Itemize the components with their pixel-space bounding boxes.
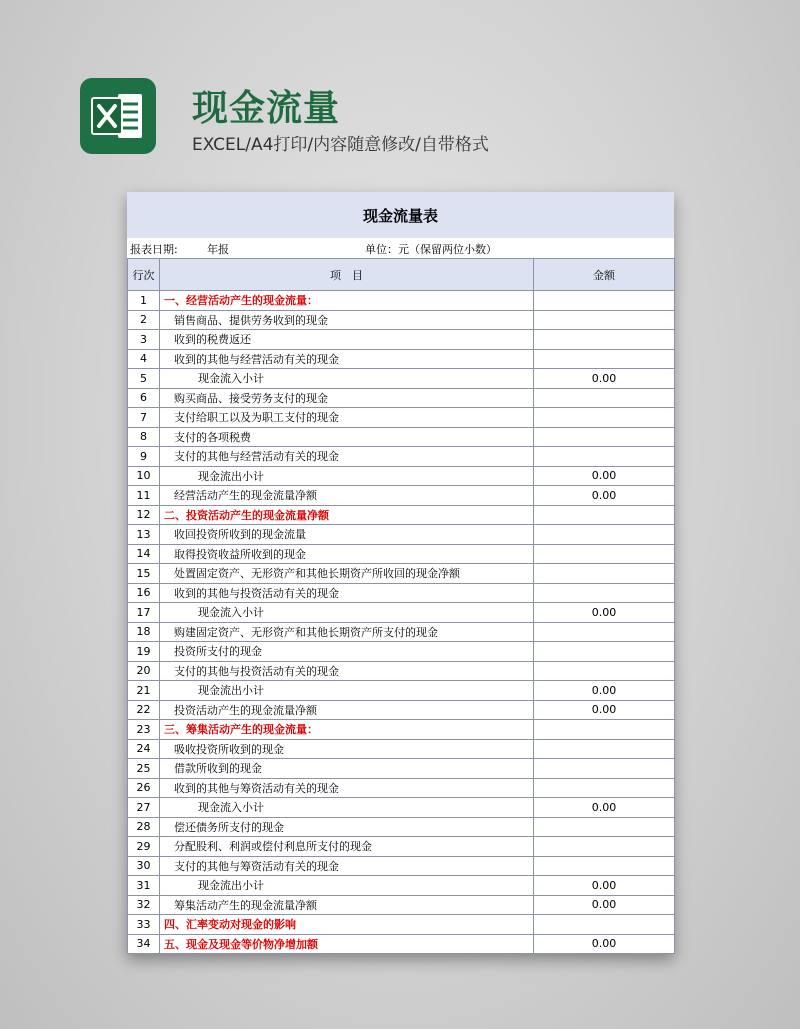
column-header-amount: 金额 [534,259,675,291]
item-cell[interactable]: 现金流入小计 [160,798,534,818]
amount-cell[interactable] [534,544,675,564]
table-row [128,876,675,896]
table-row [128,778,675,798]
table-row [128,934,675,954]
amount-cell[interactable]: 0.00 [534,466,675,486]
report-date-value: 年报 [207,243,229,256]
cash-flow-table [127,258,675,954]
table-row [128,642,675,662]
item-cell[interactable]: 现金流入小计 [160,603,534,623]
table-row [128,681,675,701]
item-cell[interactable]: 现金流出小计 [160,681,534,701]
item-cell[interactable]: 二、投资活动产生的现金流量净额 [160,505,534,525]
amount-cell[interactable]: 0.00 [534,486,675,506]
unit-label: 单位：元（保留两位小数） [365,243,497,256]
amount-cell[interactable] [534,427,675,447]
row-number-cell[interactable]: 17 [128,603,160,623]
column-header-item: 项 目 [160,259,534,291]
item-cell[interactable]: 现金流出小计 [160,466,534,486]
row-number-cell[interactable]: 30 [128,856,160,876]
table-body [128,291,675,954]
row-number-cell[interactable]: 24 [128,739,160,759]
row-number-cell[interactable]: 19 [128,642,160,662]
amount-cell[interactable] [534,856,675,876]
row-number-cell[interactable]: 33 [128,915,160,935]
item-cell[interactable]: 偿还债务所支付的现金 [160,817,534,837]
item-cell[interactable]: 购建固定资产、无形资产和其他长期资产所支付的现金 [160,622,534,642]
amount-cell[interactable]: 0.00 [534,876,675,896]
item-cell[interactable]: 购买商品、接受劳务支付的现金 [160,388,534,408]
item-cell[interactable]: 四、汇率变动对现金的影响 [160,915,534,935]
table-header-row [128,259,675,291]
table-row [128,310,675,330]
report-date-label: 报表日期: [130,243,178,256]
table-row [128,291,675,311]
amount-cell[interactable] [534,759,675,779]
table-row [128,447,675,467]
row-number-cell[interactable]: 34 [128,934,160,954]
row-number-cell[interactable]: 16 [128,583,160,603]
row-number-cell[interactable]: 29 [128,837,160,857]
row-number-cell[interactable]: 25 [128,759,160,779]
item-cell[interactable]: 收到的其他与投资活动有关的现金 [160,583,534,603]
amount-cell[interactable] [534,291,675,311]
row-number-cell[interactable]: 14 [128,544,160,564]
amount-cell[interactable] [534,388,675,408]
item-cell[interactable]: 支付的其他与筹资活动有关的现金 [160,856,534,876]
row-number-cell[interactable]: 1 [128,291,160,311]
table-row [128,486,675,506]
item-cell[interactable]: 现金流入小计 [160,369,534,389]
item-cell[interactable]: 投资所支付的现金 [160,642,534,662]
item-cell[interactable]: 筹集活动产生的现金流量净额 [160,895,534,915]
table-row [128,564,675,584]
item-cell[interactable]: 支付的其他与投资活动有关的现金 [160,661,534,681]
table-row [128,915,675,935]
row-number-cell[interactable]: 27 [128,798,160,818]
row-number-cell[interactable]: 23 [128,720,160,740]
table-row [128,466,675,486]
amount-cell[interactable] [534,720,675,740]
row-number-cell[interactable]: 22 [128,700,160,720]
item-cell[interactable]: 支付给职工以及为职工支付的现金 [160,408,534,428]
row-number-cell[interactable]: 13 [128,525,160,545]
row-number-cell[interactable]: 10 [128,466,160,486]
row-number-cell[interactable]: 9 [128,447,160,467]
item-cell[interactable]: 销售商品、提供劳务收到的现金 [160,310,534,330]
row-number-cell[interactable]: 8 [128,427,160,447]
item-cell[interactable]: 分配股利、利润或偿付利息所支付的现金 [160,837,534,857]
item-cell[interactable]: 支付的其他与经营活动有关的现金 [160,447,534,467]
row-number-cell[interactable]: 31 [128,876,160,896]
table-row [128,583,675,603]
amount-cell[interactable] [534,310,675,330]
amount-cell[interactable] [534,642,675,662]
table-row [128,544,675,564]
row-number-cell[interactable]: 15 [128,564,160,584]
amount-cell[interactable] [534,837,675,857]
row-number-cell[interactable]: 28 [128,817,160,837]
item-cell[interactable]: 借款所收到的现金 [160,759,534,779]
table-row [128,427,675,447]
item-cell[interactable]: 收到的其他与经营活动有关的现金 [160,349,534,369]
table-row [128,720,675,740]
table-row [128,622,675,642]
item-cell[interactable]: 支付的各项税费 [160,427,534,447]
item-cell[interactable]: 一、经营活动产生的现金流量： [160,291,534,311]
amount-cell[interactable] [534,778,675,798]
table-row [128,388,675,408]
item-cell[interactable]: 现金流出小计 [160,876,534,896]
table-row [128,369,675,389]
row-number-cell[interactable]: 6 [128,388,160,408]
table-row [128,798,675,818]
page-title: 现金流量 [192,88,341,129]
amount-cell[interactable] [534,817,675,837]
amount-cell[interactable]: 0.00 [534,369,675,389]
amount-cell[interactable] [534,739,675,759]
item-cell[interactable]: 处置固定资产、无形资产和其他长期资产所收回的现金净额 [160,564,534,584]
page-subtitle: EXCEL/A4打印/内容随意修改/自带格式 [192,135,489,155]
table-row [128,349,675,369]
amount-cell[interactable]: 0.00 [534,895,675,915]
item-cell[interactable]: 收到的税费返还 [160,330,534,350]
table-row [128,856,675,876]
table-row [128,739,675,759]
sheet-title: 现金流量表 [127,192,674,238]
amount-cell[interactable] [534,525,675,545]
row-number-cell[interactable]: 12 [128,505,160,525]
row-number-cell[interactable]: 32 [128,895,160,915]
row-number-cell[interactable]: 11 [128,486,160,506]
item-cell[interactable]: 收到的其他与筹资活动有关的现金 [160,778,534,798]
item-cell[interactable]: 经营活动产生的现金流量净额 [160,486,534,506]
row-number-cell[interactable]: 5 [128,369,160,389]
amount-cell[interactable] [534,505,675,525]
row-number-cell[interactable]: 21 [128,681,160,701]
page-header [80,78,740,158]
cash-flow-sheet [127,192,674,954]
table-row [128,759,675,779]
table-row [128,525,675,545]
table-row [128,603,675,623]
amount-cell[interactable]: 0.00 [534,681,675,701]
amount-cell[interactable] [534,330,675,350]
amount-cell[interactable] [534,583,675,603]
table-row [128,505,675,525]
amount-cell[interactable] [534,661,675,681]
item-cell[interactable]: 三、筹集活动产生的现金流量： [160,720,534,740]
amount-cell[interactable]: 0.00 [534,798,675,818]
amount-cell[interactable]: 0.00 [534,603,675,623]
table-row [128,661,675,681]
item-cell[interactable]: 投资活动产生的现金流量净额 [160,700,534,720]
table-row [128,330,675,350]
amount-cell[interactable] [534,622,675,642]
table-row [128,895,675,915]
item-cell[interactable]: 吸收投资所收到的现金 [160,739,534,759]
sheet-meta [127,238,674,258]
item-cell[interactable]: 五、现金及现金等价物净增加额 [160,934,534,954]
table-row [128,408,675,428]
row-number-cell[interactable]: 4 [128,349,160,369]
item-cell[interactable]: 收回投资所收到的现金流量 [160,525,534,545]
table-row [128,700,675,720]
row-number-cell[interactable]: 18 [128,622,160,642]
row-number-cell[interactable]: 26 [128,778,160,798]
table-row [128,837,675,857]
column-header-row-number: 行次 [128,259,160,291]
amount-cell[interactable] [534,564,675,584]
amount-cell[interactable] [534,408,675,428]
row-number-cell[interactable]: 20 [128,661,160,681]
excel-icon [80,78,156,154]
amount-cell[interactable] [534,447,675,467]
row-number-cell[interactable]: 2 [128,310,160,330]
amount-cell[interactable]: 0.00 [534,934,675,954]
amount-cell[interactable]: 0.00 [534,700,675,720]
amount-cell[interactable] [534,915,675,935]
table-row [128,817,675,837]
row-number-cell[interactable]: 3 [128,330,160,350]
item-cell[interactable]: 取得投资收益所收到的现金 [160,544,534,564]
row-number-cell[interactable]: 7 [128,408,160,428]
amount-cell[interactable] [534,349,675,369]
